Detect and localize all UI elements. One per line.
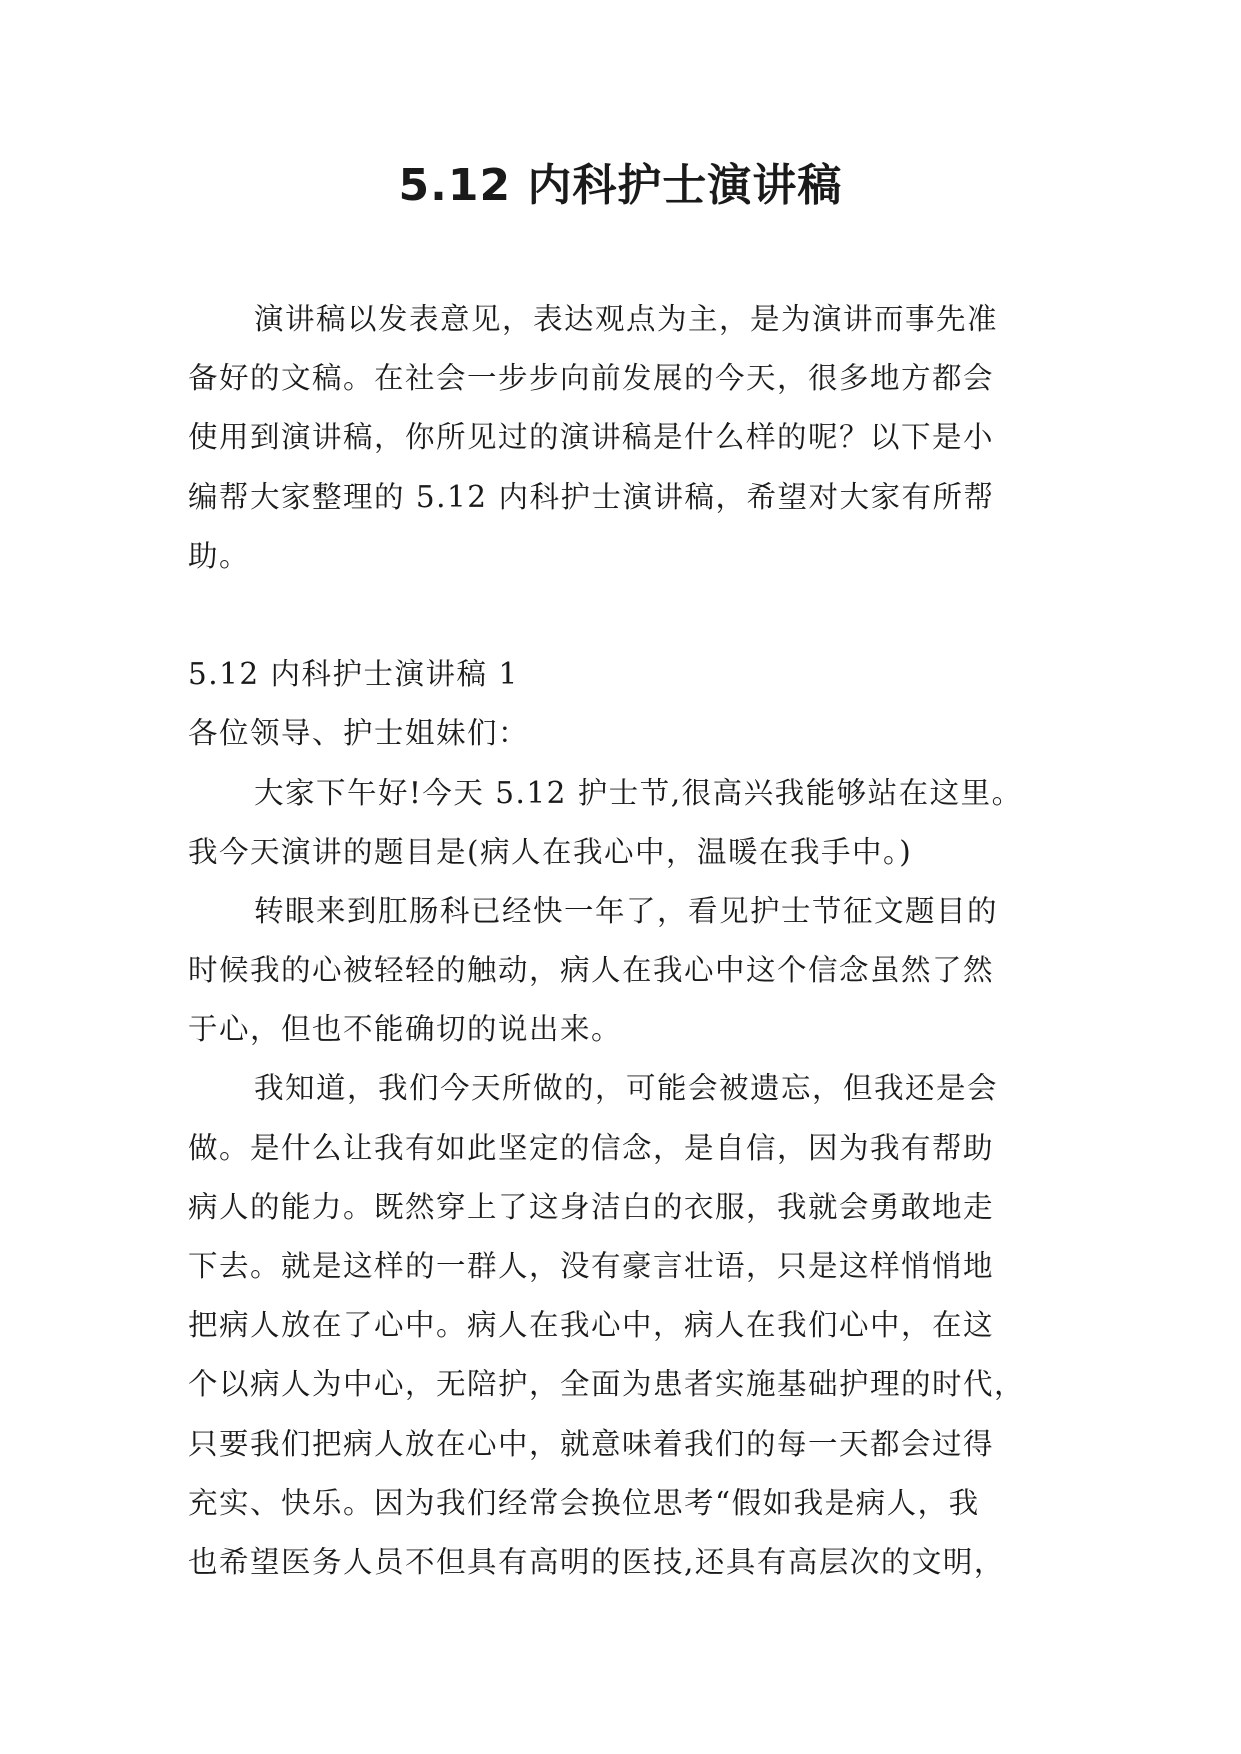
text-line: 充实、快乐。因为我们经常会换位思考“假如我是病人，我	[188, 1485, 980, 1520]
text-line: 大家下午好!今天 5.12 护士节,很高兴我能够站在这里。	[254, 775, 1023, 810]
text-line: 个以病人为中心，无陪护，全面为患者实施基础护理的时代，	[188, 1367, 1026, 1402]
blank-line	[188, 586, 1058, 645]
paragraph	[188, 764, 1058, 882]
text-line: 做。是什么让我有如此坚定的信念，是自信，因为我有帮助	[188, 1130, 995, 1165]
text-line: 下去。就是这样的一群人，没有豪言壮语，只是这样悄悄地	[188, 1249, 995, 1283]
text-line: 时候我的心被轻轻的触动，病人在我心中这个信念虽然了然	[188, 953, 995, 988]
text-line: 病人的能力。既然穿上了这身洁白的衣服，我就会勇敢地走	[188, 1189, 995, 1224]
text-line: 只要我们把病人放在心中，就意味着我们的每一天都会过得	[188, 1426, 995, 1461]
text-line: 于心，但也不能确切的说出来。	[188, 1012, 623, 1047]
text-line: 演讲稿以发表意见，表达观点为主，是为演讲而事先准	[254, 302, 999, 336]
section-heading: 5.12 内科护士演讲稿 1	[188, 657, 519, 692]
text-line: 使用到演讲稿，你所见过的演讲稿是什么样的呢？以下是小	[188, 420, 995, 455]
text-line: 把病人放在了心中。病人在我心中，病人在我们心中，在这	[188, 1308, 995, 1343]
paragraph	[188, 882, 1058, 1060]
document-body	[188, 290, 1058, 1592]
text-line: 编帮大家整理的 5.12 内科护士演讲稿，希望对大家有所帮	[188, 479, 995, 514]
intro-paragraph	[188, 290, 1058, 586]
paragraph	[188, 1059, 1058, 1592]
text-line: 备好的文稿。在社会一步步向前发展的今天，很多地方都会	[188, 361, 995, 396]
document-title: 5.12 内科护士演讲稿	[398, 160, 843, 211]
text-line: 助。	[188, 538, 251, 573]
text-line: 我今天演讲的题目是(病人在我心中，温暖在我手中。)	[188, 834, 913, 869]
text-line: 也希望医务人员不但具有高明的医技,还具有高层次的文明，	[188, 1544, 1005, 1579]
salutation: 各位领导、护士姐妹们：	[188, 716, 530, 751]
text-line: 我知道，我们今天所做的，可能会被遗忘，但我还是会	[254, 1071, 999, 1106]
text-line: 转眼来到肛肠科已经快一年了，看见护士节征文题目的	[254, 893, 999, 928]
